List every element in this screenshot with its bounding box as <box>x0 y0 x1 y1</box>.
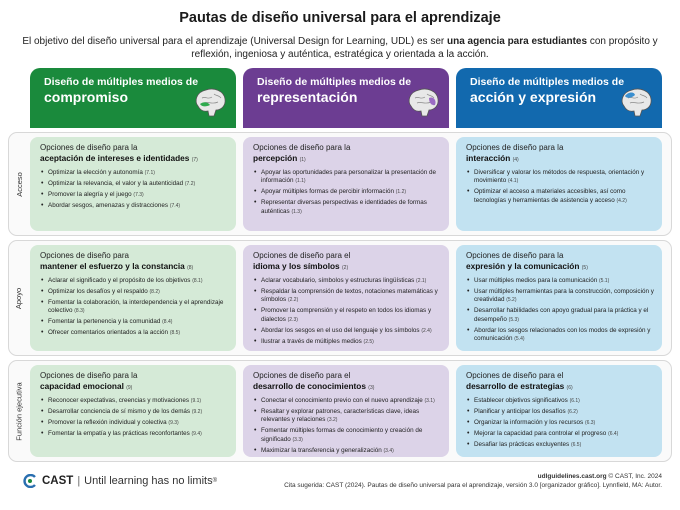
consideration-number: (8.2) <box>149 289 160 295</box>
card-prefix: Opciones de diseño para la <box>466 251 564 260</box>
card-title-text: idioma y los símbolos <box>253 261 340 271</box>
list-item <box>40 329 228 337</box>
consideration-text: Respaldar la comprensión de textos, notaciones matemáticas y símbolos <box>261 288 438 304</box>
consideration-text: Fomentar la pertenencia y la comunidad <box>48 318 161 326</box>
consideration-text: Planificar y anticipar los desafíos <box>474 408 566 415</box>
guideline-card <box>456 137 662 231</box>
guideline-card <box>243 365 449 457</box>
card-title-text: capacidad emocional <box>40 381 124 391</box>
card-title-text: aceptación de intereses e identidades <box>40 153 190 163</box>
consideration-text: Abordar los sesgos en el uso del lenguaje y los símbolos <box>261 326 420 334</box>
brain-icon <box>405 86 441 120</box>
consideration-text: Ofrecer comentarios orientados a la acción <box>48 329 169 337</box>
consideration-text: Optimizar la elección y autonomía <box>48 169 143 176</box>
card-prefix: Opciones de diseño para la <box>40 371 138 380</box>
card-number: (8) <box>187 265 194 271</box>
cast-logo-icon <box>22 474 38 488</box>
consideration-number: (3.4) <box>383 447 394 454</box>
list-item <box>40 191 228 199</box>
card-prefix: Opciones de diseño para el <box>253 371 351 380</box>
consideration-number: (2.4) <box>421 327 432 334</box>
header-subtitle: Diseño de múltiples medios de <box>257 76 412 88</box>
list-item <box>253 327 441 335</box>
card-title <box>253 153 441 166</box>
list-item <box>40 419 228 427</box>
consideration-text: Establecer objetivos significativos <box>474 397 568 404</box>
list-item <box>466 397 654 405</box>
guideline-card <box>30 245 236 351</box>
consideration-number: (8.4) <box>162 319 173 326</box>
consideration-text: Fomentar la empatía y las prácticas reconfortantes <box>48 430 190 437</box>
trademark: ® <box>212 478 217 484</box>
list-item <box>40 408 228 416</box>
consideration-number: (7.3) <box>133 192 144 198</box>
card-title-text: desarrollo de conocimientos <box>253 381 366 391</box>
tagline: Until learning has no limits <box>84 475 213 487</box>
card-prefix: Opciones de diseño para el <box>253 251 351 260</box>
card-title-text: interacción <box>466 153 511 163</box>
consideration-number: (5.4) <box>514 336 525 343</box>
consideration-number: (9.3) <box>168 420 179 426</box>
card-prefix: Opciones de diseño para el <box>466 371 564 380</box>
row-label-access: Acceso <box>14 171 24 197</box>
consideration-number: (8.1) <box>192 278 203 284</box>
consideration-list <box>253 277 441 346</box>
consideration-number: (2.5) <box>363 338 374 345</box>
consideration-number: (6.2) <box>567 409 578 415</box>
card-title <box>466 381 654 394</box>
card-title <box>253 381 441 394</box>
site-link[interactable]: udlguidelines.cast.org <box>537 473 607 480</box>
consideration-text: Abordar los sesgos relacionados con los modos de expresión y comunicación <box>474 326 651 343</box>
consideration-list <box>40 169 228 210</box>
card-number: (7) <box>191 157 198 163</box>
card-title <box>466 261 654 274</box>
card-number: (2) <box>342 265 349 271</box>
list-item <box>466 188 654 205</box>
consideration-text: Aclarar vocabulario, símbolos y estructuras lingüísticas <box>261 277 415 284</box>
header-subtitle: Diseño de múltiples medios de <box>470 76 625 88</box>
list-item <box>466 288 654 305</box>
consideration-text: Promover la alegría y el juego <box>48 191 132 198</box>
consideration-number: (7.4) <box>169 203 181 209</box>
list-item <box>40 202 228 210</box>
consideration-number: (2.3) <box>287 316 298 323</box>
consideration-number: (6.4) <box>608 431 619 437</box>
list-item <box>466 430 654 438</box>
guideline-card <box>243 245 449 351</box>
card-title-text: mantener el esfuerzo y la constancia <box>40 261 185 271</box>
consideration-list <box>253 397 441 455</box>
card-number: (3) <box>368 385 375 391</box>
logo-separator: | <box>77 475 81 487</box>
card-number: (4) <box>512 157 519 163</box>
header-engagement <box>30 68 236 128</box>
card-prefix: Opciones de diseño para la <box>253 143 351 152</box>
consideration-text: Usar múltiples herramientas para la construcción, composición y creatividad <box>474 288 654 304</box>
guideline-card <box>30 365 236 457</box>
consideration-number: (9.1) <box>190 398 202 404</box>
copyright: © CAST, Inc. 2024 <box>606 473 662 480</box>
list-item <box>253 277 441 285</box>
card-number: (9) <box>126 385 133 391</box>
consideration-text: Usar múltiples medios para la comunicación <box>474 277 598 284</box>
intro-bold: una agencia para estudiantes <box>447 36 588 47</box>
consideration-number: (1.1) <box>295 178 306 185</box>
consideration-number: (8.5) <box>169 330 181 337</box>
consideration-number: (6.1) <box>569 398 580 404</box>
consideration-text: Promover la comprensión y el respeto en todos los idiomas y dialectos <box>261 307 432 323</box>
card-title <box>40 153 228 166</box>
list-item <box>40 430 228 438</box>
consideration-text: Fomentar la colaboración, la interdependencia y el aprendizaje colectivo <box>48 299 224 315</box>
consideration-text: Aclarar el significado y el propósito de los objetivos <box>48 277 191 284</box>
row-label-support: Apoyo <box>14 287 24 309</box>
list-item <box>253 188 441 196</box>
consideration-number: (5.1) <box>598 278 610 284</box>
list-item <box>253 199 441 216</box>
consideration-list <box>253 169 441 216</box>
list-item <box>253 338 441 346</box>
list-item <box>253 447 441 455</box>
consideration-list <box>466 169 654 205</box>
consideration-number: (5.2) <box>506 297 517 304</box>
guideline-card <box>30 137 236 231</box>
intro-part1: El objetivo del diseño universal para el aprendizaje (Universal Design for Learning, UDL) es ser <box>22 36 447 47</box>
consideration-text: Diversificar y valorar los métodos de respuesta, orientación y movimiento <box>474 169 645 185</box>
card-prefix: Opciones de diseño para la <box>466 143 564 152</box>
list-item <box>253 397 441 405</box>
header-title: representación <box>257 89 358 105</box>
consideration-number: (7.1) <box>144 170 155 176</box>
consideration-number: (2.1) <box>416 278 427 284</box>
consideration-text: Abordar sesgos, amenazas y distracciones <box>48 202 169 209</box>
consideration-list <box>40 397 228 438</box>
header-title: compromiso <box>44 89 129 105</box>
consideration-number: (3.2) <box>327 417 338 424</box>
guideline-card <box>243 137 449 231</box>
card-title <box>253 261 441 274</box>
consideration-number: (9.2) <box>191 409 203 415</box>
consideration-list <box>466 277 654 344</box>
card-prefix: Opciones de diseño para la <box>40 143 138 152</box>
consideration-text: Promover la reflexión individual y colectiva <box>48 419 167 426</box>
consideration-text: Apoyar múltiples formas de percibir información <box>261 188 394 196</box>
guideline-card <box>456 365 662 457</box>
list-item <box>253 408 441 425</box>
card-number: (1) <box>299 157 306 163</box>
card-number: (6) <box>566 385 573 391</box>
list-item <box>253 169 441 186</box>
logo-text: CAST <box>42 475 74 487</box>
list-item <box>40 277 228 285</box>
list-item <box>40 288 228 296</box>
list-item <box>466 327 654 344</box>
consideration-text: Mejorar la capacidad para controlar el progreso <box>474 430 607 437</box>
consideration-number: (8.3) <box>74 308 85 315</box>
consideration-number: (2.2) <box>287 297 299 304</box>
list-item <box>466 169 654 186</box>
header-subtitle: Diseño de múltiples medios de <box>44 76 199 88</box>
card-title-text: desarrollo de estrategias <box>466 381 565 391</box>
intro-part2: con propósito y reflexión, ingeniosa y auténtica, estratégica y orientada a la acción. <box>191 36 658 60</box>
consideration-number: (3.1) <box>424 398 435 404</box>
consideration-text: Apoyar las oportunidades para personalizar la presentación de información <box>261 169 437 185</box>
list-item <box>40 318 228 326</box>
consideration-text: Fomentar múltiples formas de conocimiento y creación de significado <box>261 427 423 443</box>
list-item <box>253 427 441 444</box>
consideration-text: Organizar la información y los recursos <box>474 419 584 426</box>
card-title <box>40 381 228 394</box>
page-title: Pautas de diseño universal para el aprendizaje <box>179 10 501 26</box>
consideration-text: Conectar el conocimiento previo con el nuevo aprendizaje <box>261 397 423 404</box>
consideration-number: (6.5) <box>570 442 582 448</box>
list-item <box>40 397 228 405</box>
list-item <box>40 299 228 316</box>
consideration-number: (7.2) <box>184 181 196 187</box>
list-item <box>466 408 654 416</box>
list-item <box>253 288 441 305</box>
list-item <box>253 307 441 324</box>
consideration-text: Representar diversas perspectivas e identidades de formas auténticas <box>261 199 427 215</box>
list-item <box>466 419 654 427</box>
row-label-executive: Función ejecutiva <box>14 381 24 441</box>
consideration-text: Reconocer expectativas, creencias y motivaciones <box>48 397 190 404</box>
consideration-number: (6.3) <box>584 420 596 426</box>
consideration-text: Resaltar y explorar patrones, características clave, ideas relevantes y relaciones <box>261 408 420 424</box>
card-title-text: percepción <box>253 153 298 163</box>
consideration-text: Desafiar las prácticas excluyentes <box>474 441 570 448</box>
consideration-number: (4.1) <box>507 178 519 185</box>
card-title <box>40 261 228 274</box>
cast-logo <box>22 474 217 488</box>
consideration-text: Desarrollar habilidades con apoyo gradual para la práctica y el desempeño <box>474 307 649 323</box>
card-title-text: expresión y la comunicación <box>466 261 580 271</box>
consideration-number: (9.4) <box>191 431 202 437</box>
guideline-card <box>456 245 662 351</box>
card-title <box>466 153 654 166</box>
consideration-number: (3.3) <box>292 436 303 443</box>
consideration-text: Optimizar la relevancia, el valor y la autenticidad <box>48 180 184 187</box>
list-item <box>40 180 228 188</box>
header-action-expression <box>456 68 662 128</box>
brain-icon <box>618 86 654 120</box>
consideration-list <box>40 277 228 338</box>
consideration-text: Optimizar el acceso a materiales accesibles, así como tecnologías y herramientas de asistencia y acceso <box>474 188 626 204</box>
brain-icon <box>192 86 228 120</box>
intro-text <box>20 35 660 61</box>
list-item <box>466 277 654 285</box>
citation: Cita sugerida: CAST (2024). Pautas de diseño universal para el aprendizaje, versión 3.0 [organizador gráfico]. Lynnfield, MA: Autor. <box>284 482 662 489</box>
header-representation <box>243 68 449 128</box>
consideration-list <box>466 397 654 449</box>
list-item <box>466 441 654 449</box>
consideration-text: Maximizar la transferencia y generalización <box>261 446 382 454</box>
consideration-number: (4.2) <box>616 197 627 204</box>
card-prefix: Opciones de diseño para <box>40 251 129 260</box>
consideration-text: Ilustrar a través de múltiples medios <box>261 337 362 345</box>
consideration-number: (1.2) <box>395 189 407 196</box>
consideration-text: Optimizar los desafíos y el respaldo <box>48 288 148 295</box>
header-title: acción y expresión <box>470 89 597 105</box>
footer-info <box>284 472 662 490</box>
consideration-number: (5.3) <box>508 316 519 323</box>
consideration-number: (1.3) <box>291 208 302 215</box>
consideration-text: Desarrollar conciencia de sí mismo y de los demás <box>48 408 191 415</box>
list-item <box>466 307 654 324</box>
card-number: (5) <box>581 265 588 271</box>
list-item <box>40 169 228 177</box>
